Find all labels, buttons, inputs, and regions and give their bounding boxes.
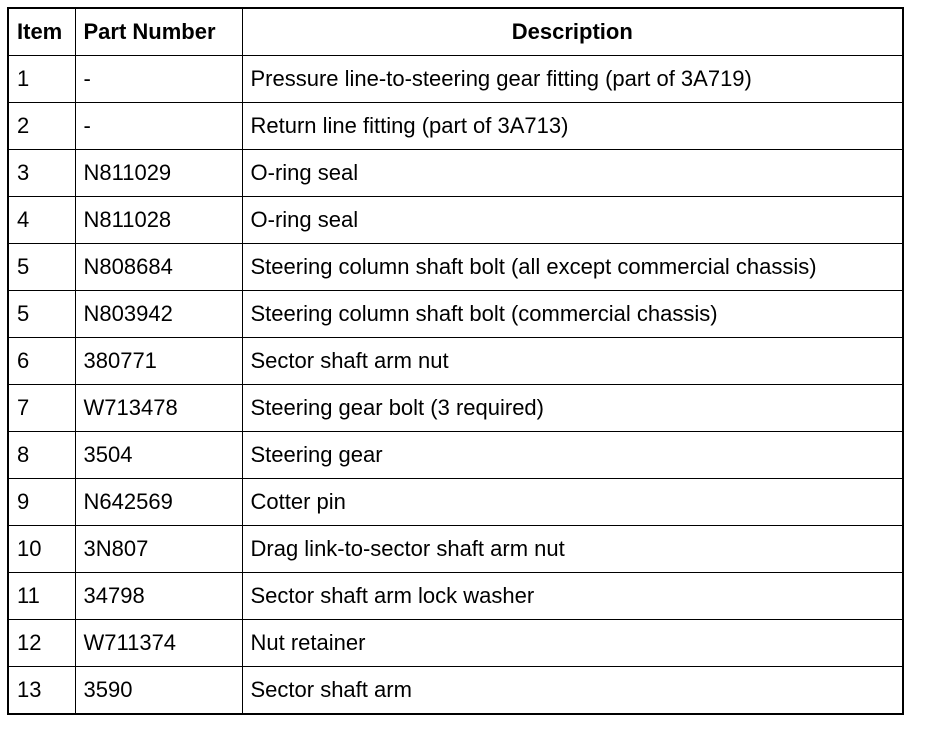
cell-part-number: W713478 [75, 385, 242, 432]
cell-part-number: 3590 [75, 667, 242, 715]
table-row [8, 526, 903, 573]
table-row [8, 56, 903, 103]
table-row [8, 244, 903, 291]
cell-description: Steering gear [242, 432, 903, 479]
table-row [8, 150, 903, 197]
table-row [8, 432, 903, 479]
cell-item: 9 [8, 479, 75, 526]
cell-description: Steering gear bolt (3 required) [242, 385, 903, 432]
cell-description: Sector shaft arm nut [242, 338, 903, 385]
cell-item: 3 [8, 150, 75, 197]
cell-part-number: - [75, 103, 242, 150]
cell-item: 13 [8, 667, 75, 715]
table-row [8, 573, 903, 620]
cell-item: 10 [8, 526, 75, 573]
cell-part-number: W711374 [75, 620, 242, 667]
cell-description: Steering column shaft bolt (all except commercial chassis) [242, 244, 903, 291]
table-row [8, 103, 903, 150]
cell-item: 8 [8, 432, 75, 479]
cell-description: O-ring seal [242, 150, 903, 197]
header-part-number: Part Number [75, 8, 242, 56]
cell-part-number: 3N807 [75, 526, 242, 573]
table-row [8, 385, 903, 432]
cell-description: Drag link-to-sector shaft arm nut [242, 526, 903, 573]
header-row [8, 8, 903, 56]
cell-part-number: N811029 [75, 150, 242, 197]
cell-item: 1 [8, 56, 75, 103]
cell-item: 11 [8, 573, 75, 620]
table-row [8, 291, 903, 338]
cell-item: 6 [8, 338, 75, 385]
cell-part-number: N642569 [75, 479, 242, 526]
cell-description: O-ring seal [242, 197, 903, 244]
cell-description: Cotter pin [242, 479, 903, 526]
cell-item: 5 [8, 244, 75, 291]
cell-description: Pressure line-to-steering gear fitting (part of 3A719) [242, 56, 903, 103]
cell-part-number: 3504 [75, 432, 242, 479]
cell-part-number: N811028 [75, 197, 242, 244]
cell-item: 12 [8, 620, 75, 667]
parts-table [7, 7, 904, 715]
cell-part-number: - [75, 56, 242, 103]
table-row [8, 667, 903, 715]
cell-part-number: 34798 [75, 573, 242, 620]
cell-description: Sector shaft arm lock washer [242, 573, 903, 620]
cell-description: Sector shaft arm [242, 667, 903, 715]
header-item: Item [8, 8, 75, 56]
table-header [8, 8, 903, 56]
cell-item: 7 [8, 385, 75, 432]
table-body [8, 56, 903, 715]
cell-part-number: 380771 [75, 338, 242, 385]
cell-description: Nut retainer [242, 620, 903, 667]
cell-item: 5 [8, 291, 75, 338]
table-row [8, 197, 903, 244]
cell-description: Return line fitting (part of 3A713) [242, 103, 903, 150]
cell-item: 4 [8, 197, 75, 244]
table-row [8, 338, 903, 385]
cell-item: 2 [8, 103, 75, 150]
cell-part-number: N808684 [75, 244, 242, 291]
header-description: Description [242, 8, 903, 56]
table-row [8, 479, 903, 526]
cell-part-number: N803942 [75, 291, 242, 338]
table-row [8, 620, 903, 667]
cell-description: Steering column shaft bolt (commercial chassis) [242, 291, 903, 338]
